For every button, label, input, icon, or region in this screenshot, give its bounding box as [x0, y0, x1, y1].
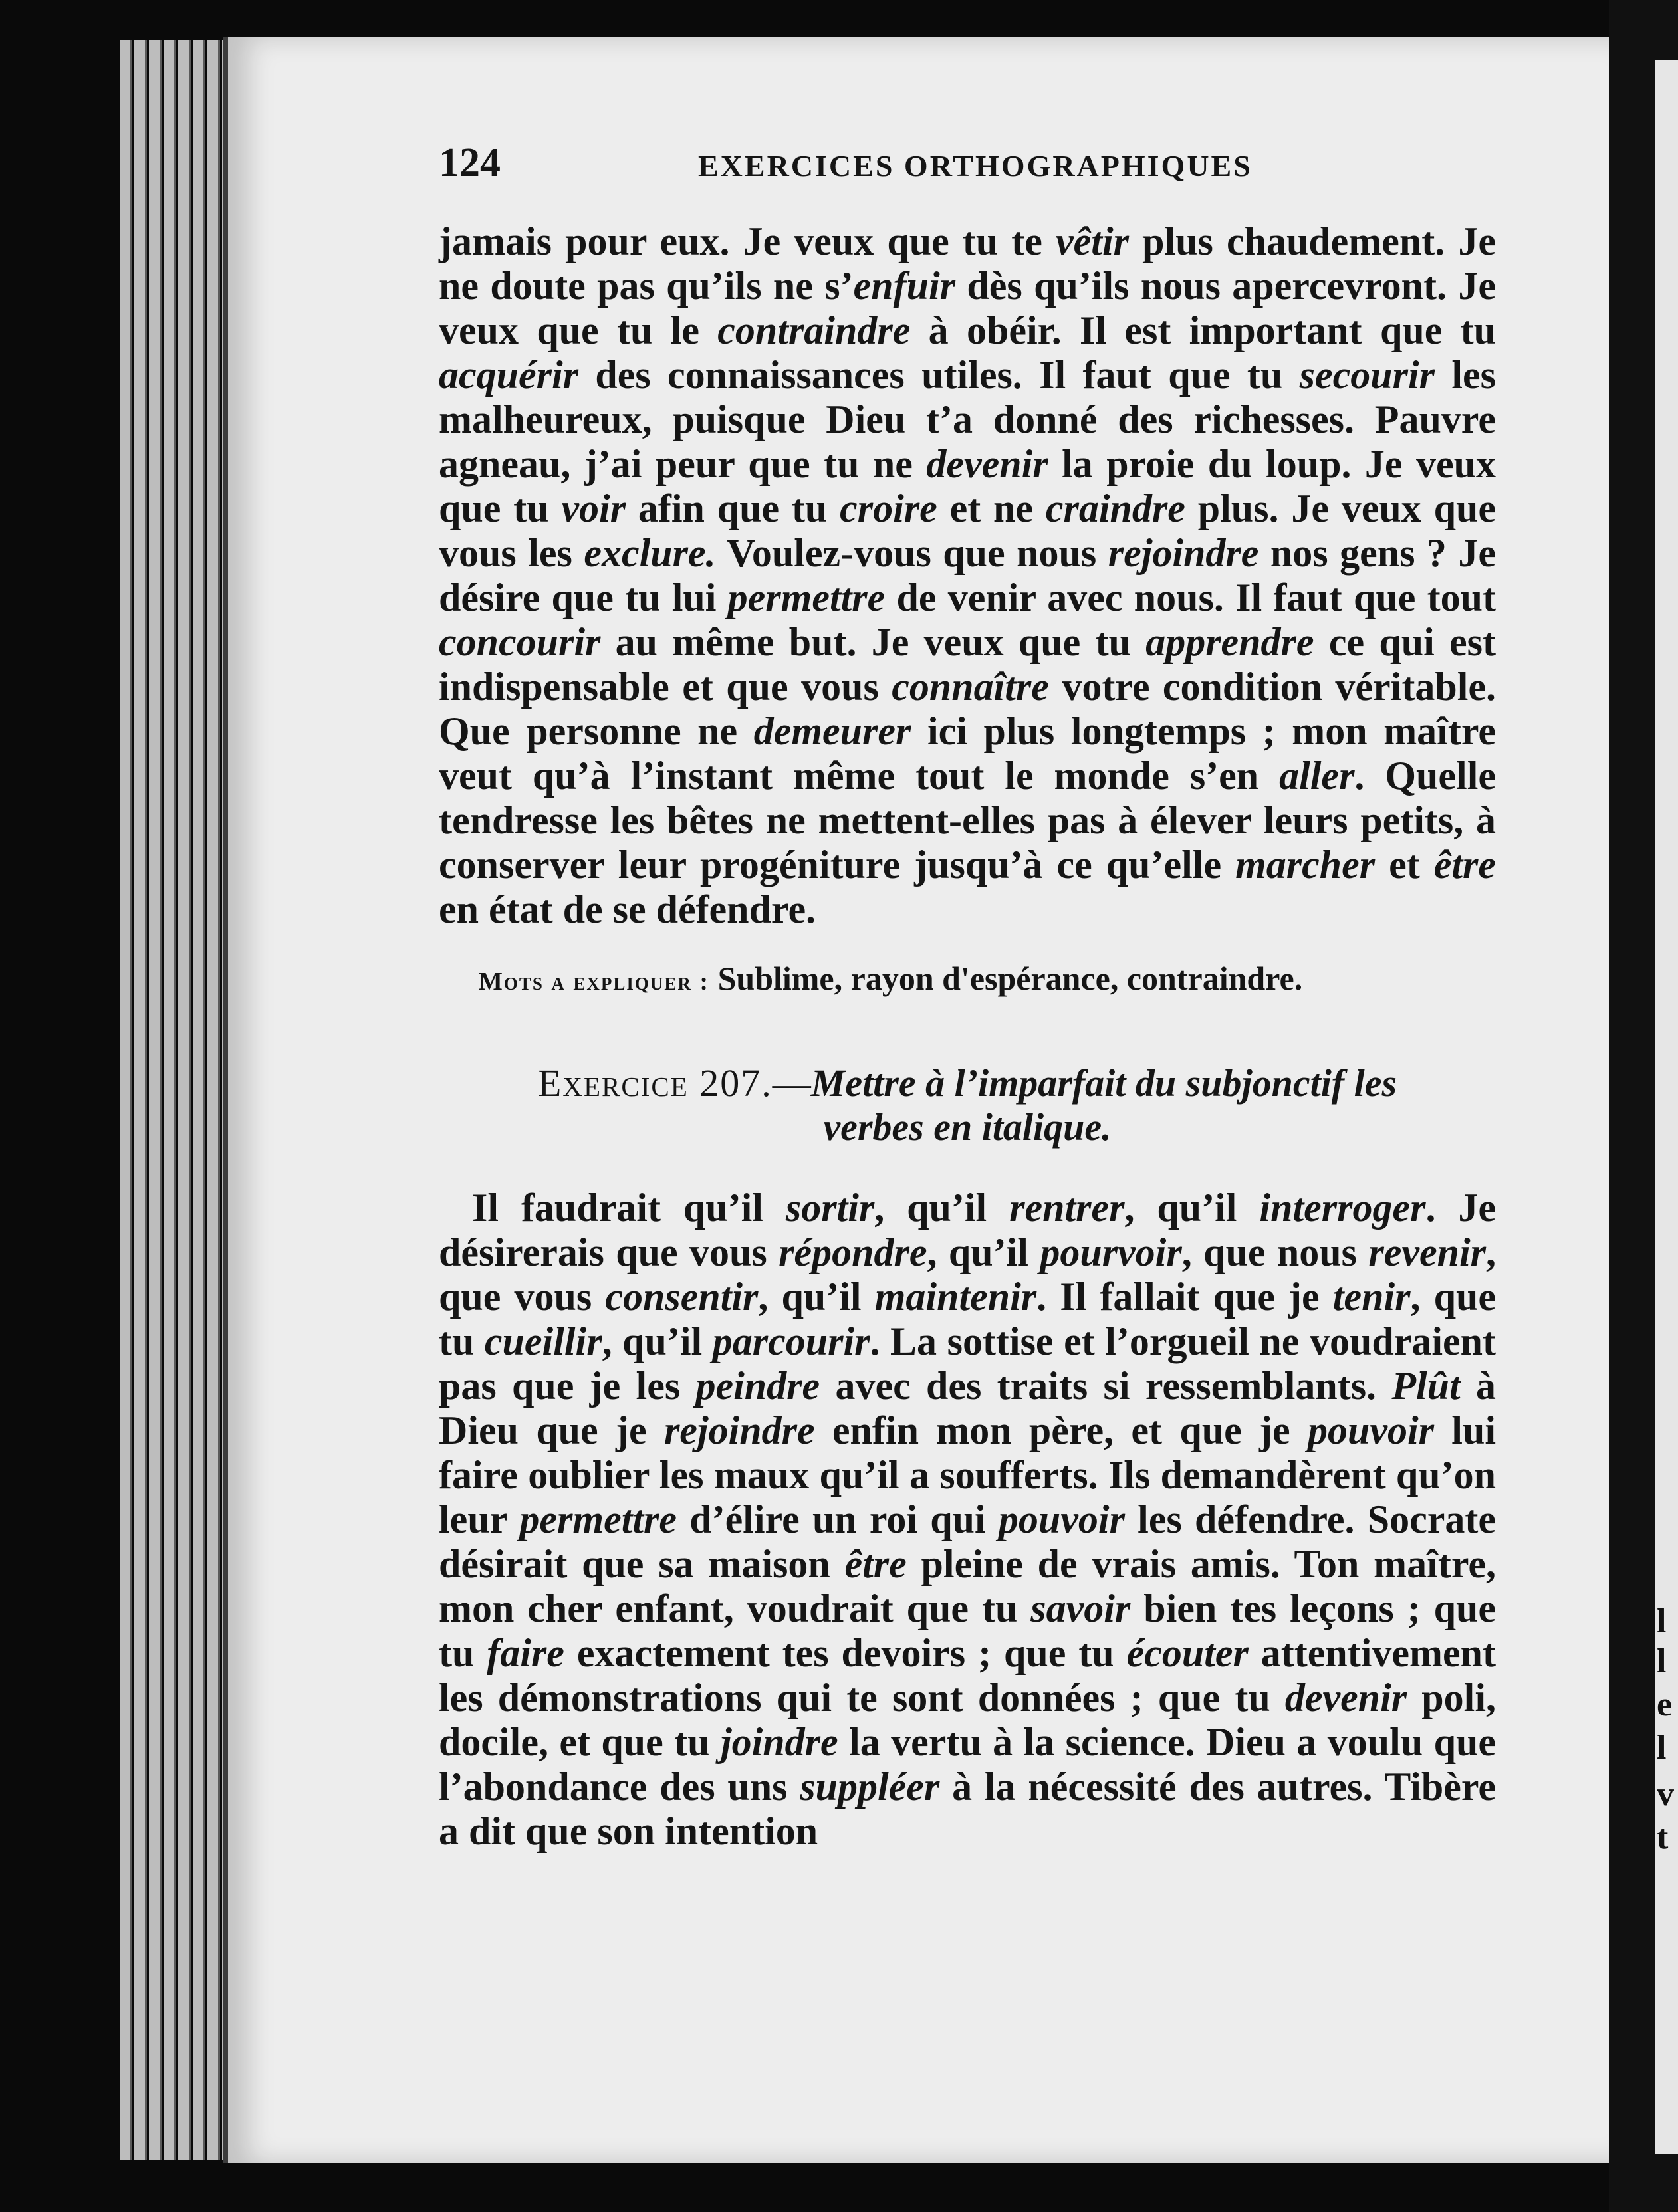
italic-verb: pourvoir	[1040, 1230, 1182, 1274]
italic-verb: enfuir	[853, 264, 955, 308]
italic-verb: Plût	[1391, 1364, 1461, 1408]
text-run: les défendre. Socrate désirait que sa maison	[439, 1497, 1496, 1586]
text-run: lui faire oublier les maux qu’il a soufferts. Ils demandèrent qu’on leur	[439, 1408, 1497, 1541]
page-number: 124	[439, 140, 501, 185]
italic-verb: devenir	[926, 442, 1048, 486]
words-to-explain	[439, 958, 1496, 1002]
text-run: jamais pour eux. Je veux que tu te	[439, 219, 1056, 263]
italic-verb: être	[1433, 843, 1496, 887]
text-run: les malheureux, puisque Dieu t’a donné des richesses. Pauvre agneau, j’ai peur que tu ne	[439, 353, 1497, 486]
italic-verb: connaître	[892, 665, 1049, 709]
text-run: la proie du loup. Je veux que tu	[439, 442, 1496, 530]
italic-verb: revenir	[1368, 1230, 1486, 1274]
text-run: , que tu	[439, 1275, 1496, 1363]
text-run: enfin mon père, et que je	[814, 1408, 1308, 1452]
italic-verb: demeurer	[753, 709, 911, 753]
text-run: la vertu à la science. Dieu a voulu que l’abondance des uns	[439, 1720, 1496, 1809]
facing-page-glyph: l	[1657, 1642, 1667, 1680]
running-header	[439, 140, 1496, 193]
text-run: avec des traits si ressemblants.	[820, 1364, 1392, 1408]
text-run: des connaissances utiles. Il faut que tu	[578, 353, 1300, 397]
exercise-instruction-line1: Mettre à l’imparfait du subjonctif les	[810, 1061, 1397, 1105]
words-to-explain-text: Sublime, rayon d'espérance, contraindre.	[717, 960, 1303, 997]
text-run: . Quelle tendresse les bêtes ne mettent-elles pas à élever leurs petits, à conserver leur progéniture jusqu’à ce qu’elle	[439, 754, 1496, 887]
text-run: en état de se défendre.	[439, 887, 816, 931]
exercise-number: Exercice 207.	[537, 1061, 773, 1105]
italic-verb: sortir	[785, 1186, 875, 1230]
italic-verb: peindre	[695, 1364, 820, 1408]
text-run: à la nécessité des autres. Tibère a dit que son intention	[439, 1765, 1497, 1853]
text-run: Voulez-vous que nous	[715, 531, 1108, 575]
facing-page-glyph: v	[1657, 1775, 1674, 1813]
italic-verb: joindre	[720, 1720, 838, 1764]
italic-verb: marcher	[1235, 843, 1376, 887]
text-run: d’élire un roi qui	[677, 1497, 999, 1541]
italic-verb: exclure.	[584, 531, 716, 575]
italic-verb: devenir	[1284, 1676, 1407, 1719]
italic-verb: parcourir	[712, 1319, 870, 1363]
italic-verb: aller	[1279, 754, 1355, 798]
italic-verb: tenir	[1332, 1275, 1411, 1319]
page-content	[439, 140, 1496, 1854]
text-run: au même but. Je veux que tu	[600, 620, 1146, 664]
text-run: plus chaudement. Je ne doute pas qu’ils ne s’	[439, 219, 1497, 308]
text-run: , qu’il	[758, 1275, 875, 1319]
text-run: , qu’il	[602, 1319, 713, 1363]
facing-page-glyph: t	[1657, 1819, 1669, 1856]
italic-verb: croire	[840, 487, 937, 530]
text-run: . Il fallait que je	[1036, 1275, 1333, 1319]
text-run: , qu’il	[874, 1186, 1010, 1230]
text-run: plus. Je veux que vous les	[439, 487, 1496, 575]
italic-verb: savoir	[1030, 1587, 1131, 1630]
book-page-edges	[120, 40, 239, 2160]
text-run: , qu’il	[1124, 1186, 1260, 1230]
exercise-dash: —	[772, 1061, 811, 1105]
running-title: EXERCICES ORTHOGRAPHIQUES	[698, 149, 1253, 183]
text-run: bien tes leçons ; que tu	[439, 1587, 1496, 1675]
italic-verb: apprendre	[1145, 620, 1314, 664]
italic-verb: permettre	[727, 576, 886, 619]
italic-verb: vêtir	[1056, 219, 1129, 263]
text-run: , que nous	[1181, 1230, 1369, 1274]
italic-verb: pouvoir	[998, 1497, 1125, 1541]
exercise-heading	[439, 1061, 1496, 1149]
facing-page-glyph: e	[1657, 1686, 1673, 1723]
text-run: ce qui est indispensable et que vous	[439, 620, 1496, 709]
italic-verb: suppléer	[800, 1765, 940, 1809]
text-run: , que vous	[439, 1230, 1496, 1319]
italic-verb: craindre	[1045, 487, 1185, 530]
italic-verb: faire	[487, 1631, 564, 1675]
italic-verb: voir	[561, 487, 626, 530]
italic-verb: consentir	[605, 1275, 759, 1319]
text-run: Il faudrait qu’il	[472, 1186, 786, 1230]
text-run: et ne	[937, 487, 1046, 530]
italic-verb: maintenir	[874, 1275, 1037, 1319]
continuation-paragraph	[439, 219, 1496, 932]
text-run: nos gens ? Je désire que tu lui	[439, 531, 1496, 619]
italic-verb: concourir	[439, 620, 601, 664]
exercise-paragraph	[439, 1186, 1496, 1854]
text-run: poli, docile, et que tu	[439, 1676, 1497, 1764]
text-run: votre condition véritable. Que personne ne	[439, 665, 1496, 753]
text-run: . La sottise et l’orgueil ne voudraient pas que je les	[439, 1319, 1497, 1408]
words-to-explain-label: Mots a expliquer :	[479, 968, 710, 996]
italic-verb: cueillir	[484, 1319, 602, 1363]
text-run: dès qu’ils nous apercevront. Je veux que tu le	[439, 264, 1496, 352]
italic-verb: secourir	[1299, 353, 1435, 397]
italic-verb: rejoindre	[663, 1408, 815, 1452]
text-run: , qu’il	[927, 1230, 1040, 1274]
text-run: et	[1375, 843, 1434, 887]
facing-page-glyph: l	[1657, 1729, 1667, 1767]
italic-verb: écouter	[1126, 1631, 1249, 1675]
italic-verb: contraindre	[717, 308, 911, 352]
facing-page-glyph: l	[1657, 1603, 1667, 1640]
text-run: pleine de vrais amis. Ton maître, mon cher enfant, voudrait que tu	[439, 1542, 1496, 1630]
italic-verb: pouvoir	[1307, 1408, 1434, 1452]
text-run: . Je désirerais que vous	[439, 1186, 1496, 1274]
text-run: ici plus longtemps ; mon maître veut qu’à l’instant même tout le monde s’en	[439, 709, 1496, 798]
italic-verb: acquérir	[439, 353, 578, 397]
text-run: afin que tu	[626, 487, 840, 530]
text-run: à obéir. Il est important que tu	[910, 308, 1496, 352]
italic-verb: être	[844, 1542, 907, 1586]
italic-verb: répondre	[779, 1230, 927, 1274]
text-run: à Dieu que je	[439, 1364, 1497, 1452]
italic-verb: interroger	[1259, 1186, 1426, 1230]
exercise-instruction-line2: verbes en italique.	[823, 1105, 1112, 1149]
italic-verb: rentrer	[1009, 1186, 1125, 1230]
text-run: attentivement les démonstrations qui te sont données ; que tu	[439, 1631, 1496, 1719]
italic-verb: rejoindre	[1108, 531, 1259, 575]
text-run: de venir avec nous. Il faut que tout	[885, 576, 1496, 619]
text-run: exactement tes devoirs ; que tu	[564, 1631, 1127, 1675]
italic-verb: permettre	[519, 1497, 677, 1541]
